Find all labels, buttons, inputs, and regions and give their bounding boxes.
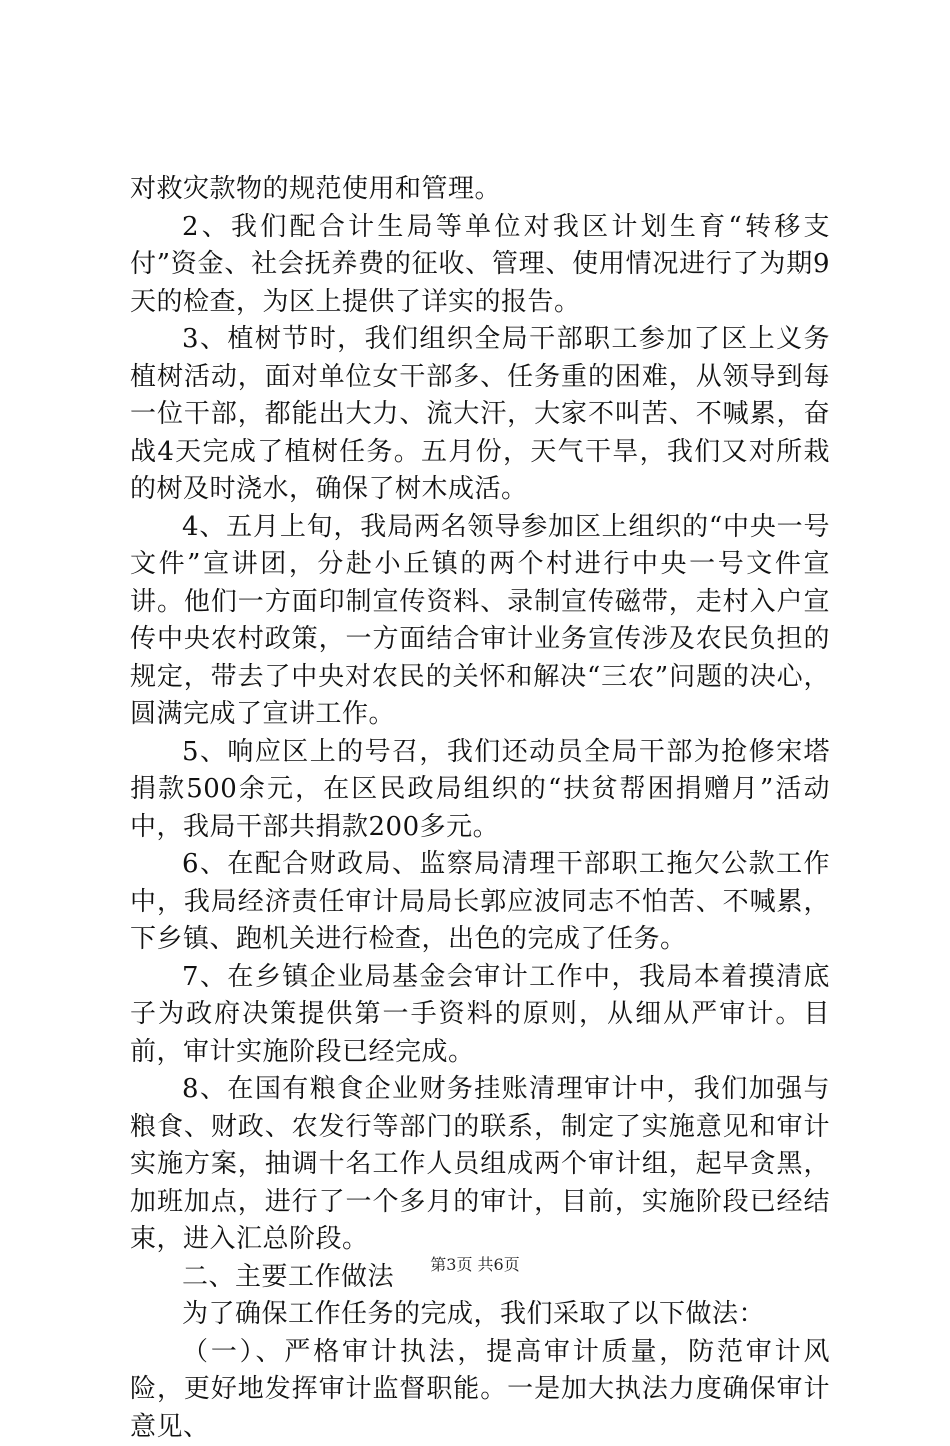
paragraph-item-4: 4、五月上旬，我局两名领导参加区上组织的“中央一号文件”宣讲团，分赴小丘镇的两个村进行中央一号文件宣讲。他们一方面印制宣传资料、录制宣传磁带，走村入户宣传中央农村政策，一方面结合审计业务宣传涉及农民负担的规定，带去了中央对农民的关怀和解决“三农”问题的决心，圆满完成了宣讲工作。 xyxy=(130,509,830,734)
section-intro: 为了确保工作任务的完成，我们采取了以下做法： xyxy=(130,1296,830,1334)
paragraph-item-6: 6、在配合财政局、监察局清理干部职工拖欠公款工作中，我局经济责任审计局局长郭应波同志不怕苦、不喊累，下乡镇、跑机关进行检查，出色的完成了任务。 xyxy=(130,846,830,959)
paragraph-continuation: 对救灾款物的规范使用和管理。 xyxy=(130,171,830,209)
paragraph-item-8: 8、在国有粮食企业财务挂账清理审计中，我们加强与粮食、财政、农发行等部门的联系，制定了实施意见和审计实施方案，抽调十名工作人员组成两个审计组，起早贪黑，加班加点，进行了一个多月的审计，目前，实施阶段已经结束，进入汇总阶段。 xyxy=(130,1071,830,1259)
paragraph-subsection-1: （一）、严格审计执法，提高审计质量，防范审计风险，更好地发挥审计监督职能。一是加大执法力度确保审计意见、 xyxy=(130,1334,830,1446)
paragraph-item-2: 2、我们配合计生局等单位对我区计划生育“转移支付”资金、社会抚养费的征收、管理、使用情况进行了为期9天的检查，为区上提供了详实的报告。 xyxy=(130,209,830,322)
page-footer: 第3页 共6页 xyxy=(0,1252,950,1275)
paragraph-item-7: 7、在乡镇企业局基金会审计工作中，我局本着摸清底子为政府决策提供第一手资料的原则，从细从严审计。目前，审计实施阶段已经完成。 xyxy=(130,959,830,1072)
paragraph-item-5: 5、响应区上的号召，我们还动员全局干部为抢修宋塔捐款500余元，在区民政局组织的“扶贫帮困捐赠月”活动中，我局干部共捐款200多元。 xyxy=(130,734,830,847)
section-heading: 二、主要工作做法 xyxy=(130,1259,830,1297)
paragraph-item-3: 3、植树节时，我们组织全局干部职工参加了区上义务植树活动，面对单位女干部多、任务重的困难，从领导到每一位干部，都能出大力、流大汗，大家不叫苦、不喊累，奋战4天完成了植树任务。五月份，天气干旱，我们又对所栽的树及时浇水，确保了树木成活。 xyxy=(130,321,830,509)
